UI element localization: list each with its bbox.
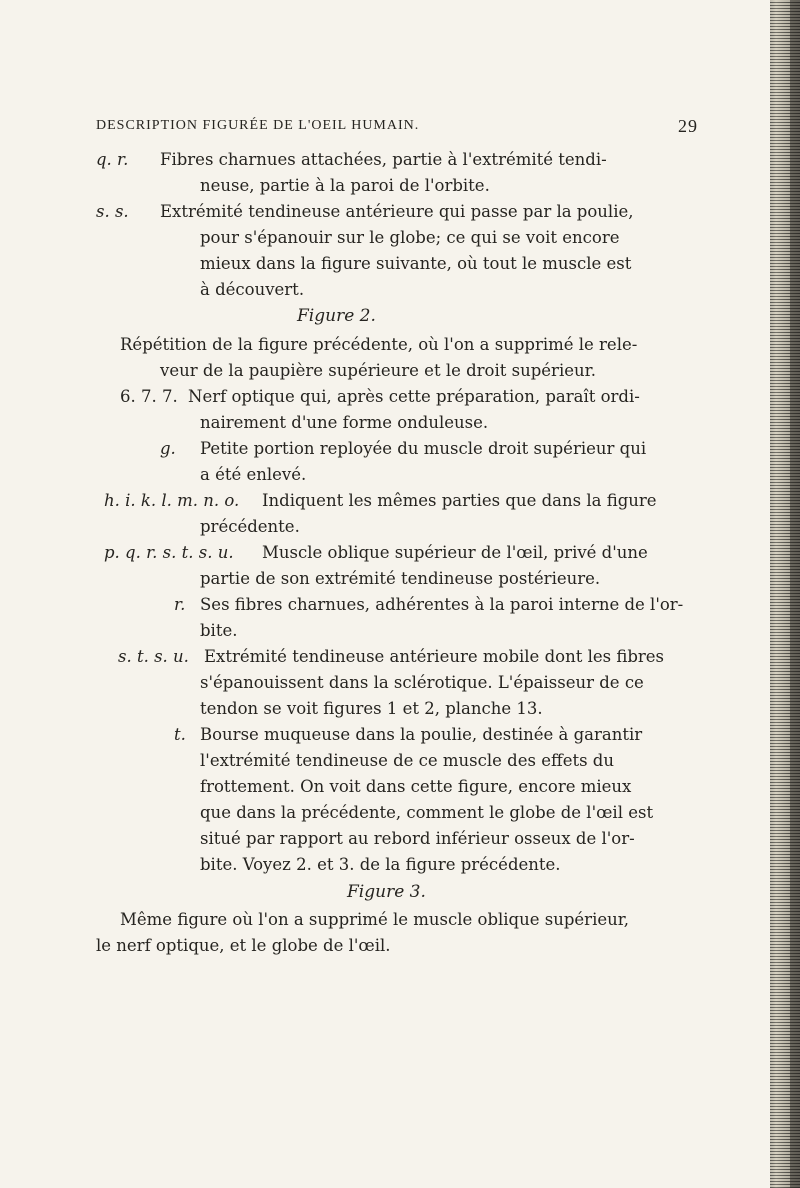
entry-line: s'épanouissent dans la sclérotique. L'épaisseur de ce	[200, 673, 644, 692]
paragraph-line: Répétition de la figure précédente, où l'on a supprimé le rele-	[120, 335, 638, 354]
entry-line: partie de son extrémité tendineuse postérieure.	[200, 569, 601, 588]
entry-line: Extrémité tendineuse antérieure mobile dont les fibres	[204, 647, 665, 666]
page-binding-shadow	[790, 0, 800, 1188]
entry-key: s. t. s. u.	[118, 647, 189, 666]
entry-key: p. q. r. s. t. s. u.	[104, 543, 234, 562]
entry-line: Muscle oblique supérieur de l'œil, privé d'une	[262, 543, 648, 562]
paragraph-line: Même figure où l'on a supprimé le muscle oblique supérieur,	[120, 910, 630, 929]
entry-line: a été enlevé.	[200, 465, 307, 484]
entry-key: h. i. k. l. m. n. o.	[104, 491, 240, 510]
entry-line: que dans la précédente, comment le globe de l'œil est	[200, 803, 654, 822]
figure-heading: Figure 3.	[347, 882, 426, 902]
entry-line: bite. Voyez 2. et 3. de la figure précédente.	[200, 855, 561, 874]
entry-key: 6. 7. 7.	[120, 387, 178, 406]
entry-line: situé par rapport au rebord inférieur osseux de l'or-	[200, 829, 635, 848]
entry-line: Fibres charnues attachées, partie à l'extrémité tendi-	[160, 150, 607, 169]
entry-key: g.	[160, 439, 176, 458]
entry-line: Indiquent les mêmes parties que dans la figure	[262, 491, 657, 510]
entry-line: pour s'épanouir sur le globe; ce qui se voit encore	[200, 228, 620, 247]
entry-line: Nerf optique qui, après cette préparation, paraît ordi-	[188, 387, 640, 406]
entry-line: mieux dans la figure suivante, où tout le muscle est	[200, 254, 632, 273]
entry-line: à découvert.	[200, 280, 305, 299]
entry-line: bite.	[200, 621, 238, 640]
paragraph-line: le nerf optique, et le globe de l'œil.	[96, 936, 391, 955]
entry-line: précédente.	[200, 517, 300, 536]
entry-line: Ses fibres charnues, adhérentes à la paroi interne de l'or-	[200, 595, 684, 614]
running-header	[96, 114, 726, 142]
entry-key: t.	[174, 725, 186, 744]
entry-key: s. s.	[96, 202, 129, 221]
entry-line: l'extrémité tendineuse de ce muscle des effets du	[200, 751, 614, 770]
entry-key: q. r.	[96, 150, 129, 169]
entry-line: neuse, partie à la paroi de l'orbite.	[200, 176, 490, 195]
entry-line: tendon se voit figures 1 et 2, planche 13.	[200, 699, 543, 718]
entry-line: Extrémité tendineuse antérieure qui passe par la poulie,	[160, 202, 634, 221]
entry-line: frottement. On voit dans cette figure, encore mieux	[200, 777, 632, 796]
paragraph-line: veur de la paupière supérieure et le droit supérieur.	[160, 361, 596, 380]
running-title: DESCRIPTION FIGURÉE DE L'OEIL HUMAIN.	[96, 118, 420, 133]
entry-key: r.	[174, 595, 186, 614]
entry-line: nairement d'une forme onduleuse.	[200, 413, 489, 432]
figure-heading: Figure 2.	[297, 306, 376, 326]
page-number: 29	[678, 116, 698, 136]
entry-line: Petite portion reployée du muscle droit supérieur qui	[200, 439, 647, 458]
entry-line: Bourse muqueuse dans la poulie, destinée à garantir	[200, 725, 643, 744]
